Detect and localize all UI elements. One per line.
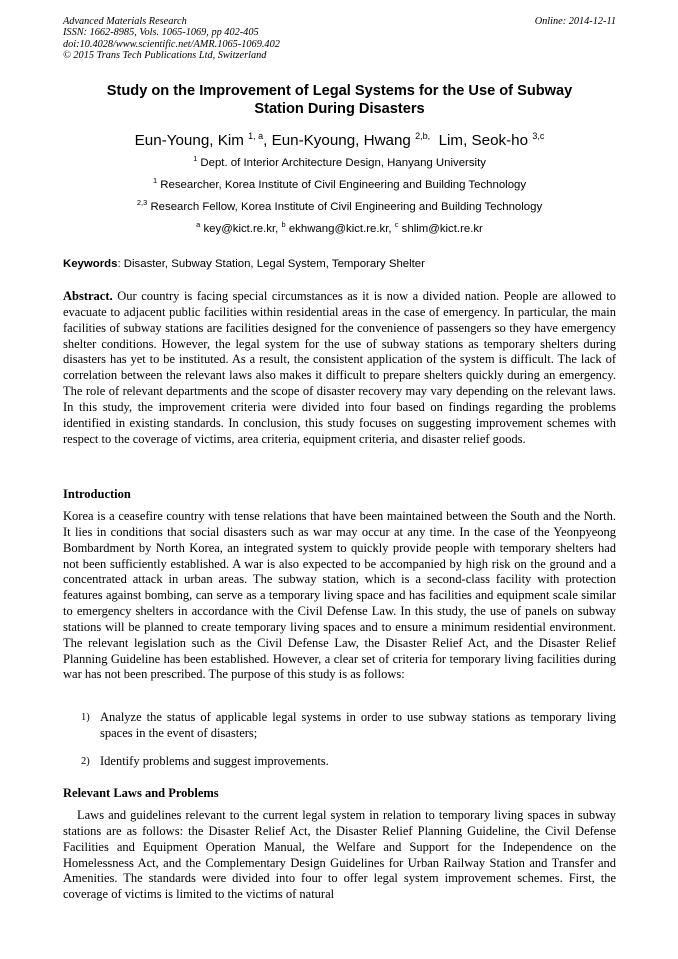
affiliation <box>63 178 616 192</box>
journal-header <box>63 16 616 61</box>
author-name: Lim, Seok-ho <box>438 132 529 149</box>
list-number: 2) <box>81 755 90 767</box>
online-date: Online: 2014-12-11 <box>534 16 616 27</box>
paper-title <box>63 82 616 118</box>
affiliation <box>63 156 616 170</box>
author-sup: 2,b, <box>415 131 431 141</box>
affiliation-text: Research Fellow, Korea Institute of Civil Engineering and Building Technology <box>150 201 543 213</box>
keywords-label: Keywords <box>63 258 118 270</box>
journal-copyright: © 2015 Trans Tech Publications Ltd, Switzerland <box>63 49 267 61</box>
title-line-1: Study on the Improvement of Legal Systems for the Use of Subway <box>106 83 573 99</box>
author-list: Eun-Young, Kim $^{1, a}$, Eun-Kyoung, Hwang $^{2,b,}$ Lim, Seok-ho $^{3,c}$ <box>134 131 545 149</box>
email-sup: b <box>281 220 286 229</box>
author-sup: 1, a <box>248 131 264 141</box>
affiliation-sup: 1 <box>152 176 158 185</box>
author-name: Eun-Kyoung, Hwang <box>271 132 411 149</box>
affiliation-sup: 2,3 <box>136 198 148 207</box>
list-text: Identify problems and suggest improvements. <box>100 753 329 768</box>
list-number: 1) <box>81 712 90 723</box>
title-line-2: Station During Disasters <box>254 101 425 117</box>
abstract-label: Abstract. <box>63 289 113 303</box>
author-name: Eun-Young, Kim <box>134 132 244 149</box>
journal-doi: doi:10.4028/www.scientific.net/AMR.1065-1069.402 <box>63 38 280 50</box>
email-sup: a <box>196 220 201 229</box>
abstract <box>63 289 616 447</box>
keywords <box>63 257 616 271</box>
email-a[interactable]: key@kict.re.kr, <box>203 223 279 235</box>
section-heading-introduction: Introduction <box>63 487 131 501</box>
affiliation-text: Dept. of Interior Architecture Design, Hanyang University <box>200 157 486 169</box>
journal-name: Advanced Materials Research <box>63 16 187 27</box>
email-sup: c <box>394 220 399 229</box>
list-item <box>63 710 616 742</box>
list-text: Analyze the status of applicable legal systems in order to use subway stations as temporary living spaces in the event of disasters; <box>100 710 616 740</box>
journal-issn: ISSN: 1662-8985, Vols. 1065-1069, pp 402-405 <box>63 27 259 39</box>
author-sup: 3,c <box>532 131 545 141</box>
objectives-list <box>63 710 616 770</box>
keywords-text: : Disaster, Subway Station, Legal System, Temporary Shelter <box>117 258 425 270</box>
abstract-text: Our country is facing special circumstances as it is now a divided nation. People are allowed to evacuate to adjacent public facilities within residential areas in the case of emergency. In particular, the main facilities of subway stations are facilities designed for the convenience of passengers so they have emergency shelter conditions. However, the legal system for the use of subway stations as temporary shelters during disasters has yet to be instituted. As a result, the consistent application of the system is difficult. The lack of correlation between the relevant laws also makes it difficult to prepare shelters quickly during an emergency. The role of relevant departments and the scope of disaster recovery may vary depending on the relevant laws. In this study, the improvement criteria were divided into four based on findings regarding the problems identified in existing standards. In conclusion, this study focuses on suggesting improvement schemes with respect to the coverage of victims, area criteria, equipment criteria, and disaster relief goods. <box>63 289 617 446</box>
list-item <box>63 754 616 770</box>
affiliation <box>63 200 616 214</box>
introduction-paragraph: Korea is a ceasefire country with tense relations that have been maintained between the South and the North. It lies in conditions that social disasters such as war may occur at any time. In the case of the Yeonpyeong Bombardment by North Korea, an integrated system to quickly provide people with temporary shelters had not been sufficiently established. A war is also expected to be accompanied by high risk on the ground and a concentrated attack in urban areas. The subway station, which is a second-class facility with protection features against bombing, can serve as a temporary living space and has facilities and equipment scale similar to emergency shelters in accordance with the Civil Defense Law. In this study, the use of panels on subway stations will be planned to create temporary living spaces and to ensure a minimum residential environment. The relevant legislation such as the Civil Defense Law, the Disaster Relief Act, and the Disaster Relief Planning Guideline has been established. However, a clear set of criteria for temporary living facilities during war has not been prescribed. The purpose of this study is as follows: <box>63 509 616 682</box>
affiliation-text: Researcher, Korea Institute of Civil Engineering and Building Technology <box>160 179 527 191</box>
email-c[interactable]: shlim@kict.re.kr <box>401 223 483 235</box>
email-line <box>63 222 616 236</box>
section-heading-relevant-laws: Relevant Laws and Problems <box>63 786 219 800</box>
relevant-laws-paragraph: Laws and guidelines relevant to the current legal system in relation to temporary living spaces in subway stations are as follows: the Disaster Relief Act, the Disaster Relief Planning Guideline, the Civil Defense Facilities and Equipment Operation Manual, the Welfare and Support for the Independence on the Homelessness Act, and the Complementary Design Guidelines for Urban Railway Station and Transfer and Amenities. The standards were divided into four to offer legal system improvement schemes. First, the coverage of victims is limited to the victims of natural <box>63 808 616 902</box>
email-b[interactable]: ekhwang@kict.re.kr, <box>288 223 392 235</box>
affiliation-sup: 1 <box>193 154 198 163</box>
